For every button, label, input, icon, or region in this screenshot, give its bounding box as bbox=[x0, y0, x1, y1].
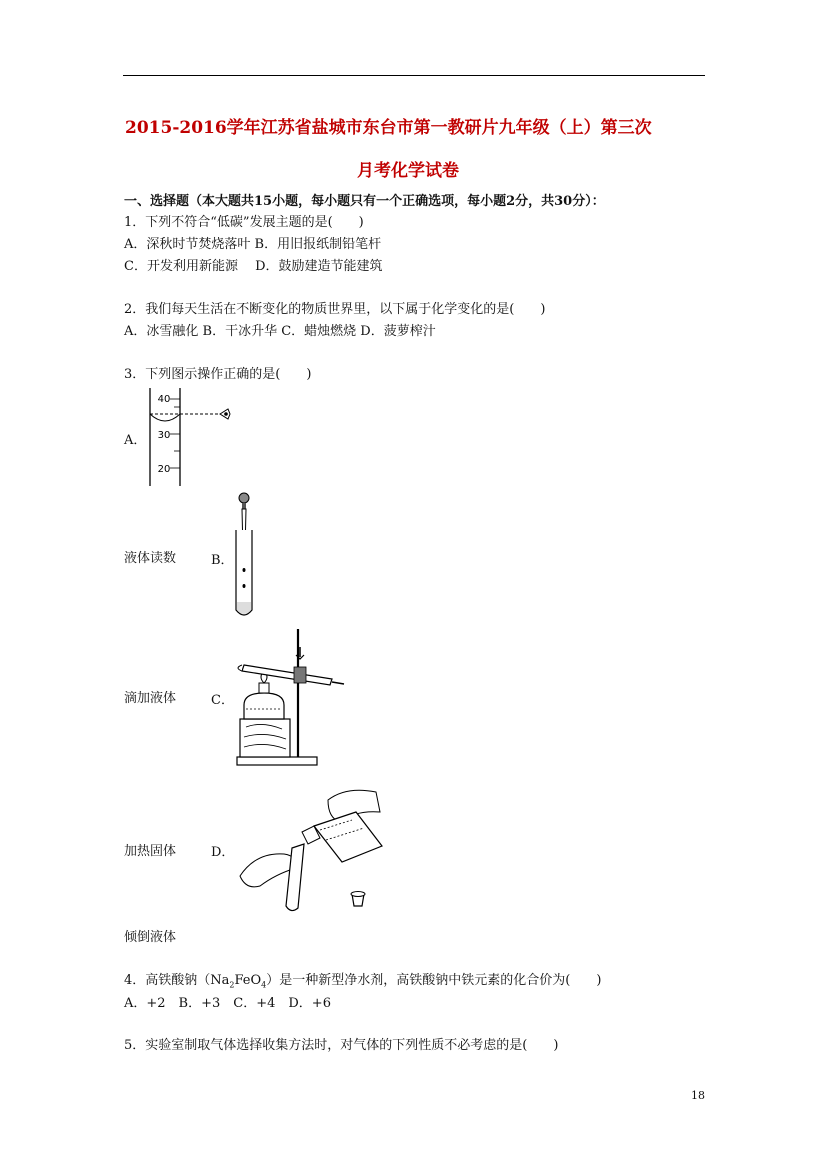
bottle-stopper-icon bbox=[351, 892, 365, 907]
q3-caption-d: 倾倒液体 bbox=[124, 930, 177, 945]
clamped-test-tube-icon bbox=[238, 647, 344, 685]
q4-options: A．+2 B．+3 C．+4 D．+6 bbox=[124, 996, 331, 1011]
title-line-2: 月考化学试卷 bbox=[357, 161, 459, 181]
q5-stem: 5．实验室制取气体选择收集方法时，对气体的下列性质不必考虑的是( ) bbox=[124, 1038, 559, 1053]
q3-option-c-letter: C． bbox=[211, 693, 234, 708]
tick-label-40: 40 bbox=[157, 394, 171, 405]
test-tube-icon bbox=[236, 530, 252, 615]
q3-option-d-letter: D． bbox=[211, 845, 235, 860]
alcohol-lamp-icon bbox=[244, 671, 284, 719]
q3-option-a-letter: A． bbox=[124, 433, 147, 448]
q1-options-ab: A．深秋时节焚烧落叶 B．用旧报纸制铅笔杆 bbox=[124, 237, 382, 252]
reagent-bottle-icon bbox=[302, 812, 382, 862]
q4-stem-after: ）是一种新型净水剂，高铁酸钠中铁元素的化合价为( ) bbox=[266, 973, 602, 988]
q2-options: A．冰雪融化 B．干冰升华 C．蜡烛燃烧 D．菠萝榨汁 bbox=[124, 324, 436, 339]
q4-stem-mid: FeO bbox=[234, 973, 262, 988]
page-number: 18 bbox=[691, 1089, 705, 1102]
q4-subscript-1: 2 bbox=[229, 980, 235, 990]
q1-options-cd: C．开发利用新能源 D．鼓励建造节能建筑 bbox=[124, 259, 383, 274]
graduated-cylinder-figure bbox=[140, 388, 240, 488]
lower-hand-icon bbox=[240, 854, 296, 887]
q2-stem: 2．我们每天生活在不断变化的物质世界里，以下属于化学变化的是( ) bbox=[124, 302, 546, 317]
q4-subscript-2: 4 bbox=[261, 980, 267, 990]
q3-caption-b: 滴加液体 bbox=[124, 691, 177, 706]
tick-label-30: 30 bbox=[157, 430, 171, 441]
tilted-test-tube-icon bbox=[286, 844, 304, 911]
q4-stem bbox=[124, 969, 601, 990]
stand-base bbox=[237, 757, 317, 765]
title-line-1: 2015-2016学年江苏省盐城市东台市第一教研片九年级（上）第三次 bbox=[125, 118, 652, 138]
q4-stem-before: 4．高铁酸钠（Na bbox=[124, 973, 230, 988]
eye-icon bbox=[220, 409, 230, 419]
meniscus bbox=[150, 414, 180, 421]
heating-apparatus-figure bbox=[232, 627, 348, 769]
q3-caption-a: 液体读数 bbox=[124, 551, 177, 566]
q3-stem: 3．下列图示操作正确的是( ) bbox=[124, 367, 312, 382]
q1-stem: 1．下列不符合“低碳”发展主题的是( ) bbox=[124, 215, 364, 230]
wooden-block-icon bbox=[240, 719, 290, 757]
dropper-test-tube-figure bbox=[228, 490, 260, 622]
header-rule bbox=[123, 75, 705, 76]
q3-caption-c: 加热固体 bbox=[124, 844, 177, 859]
section-heading: 一、选择题（本大题共15小题，每小题只有一个正确选项，每小题2分，共30分）： bbox=[124, 194, 605, 209]
pouring-liquid-figure bbox=[236, 782, 386, 914]
tick-label-20: 20 bbox=[157, 464, 171, 475]
q3-option-b-letter: B． bbox=[211, 553, 234, 568]
